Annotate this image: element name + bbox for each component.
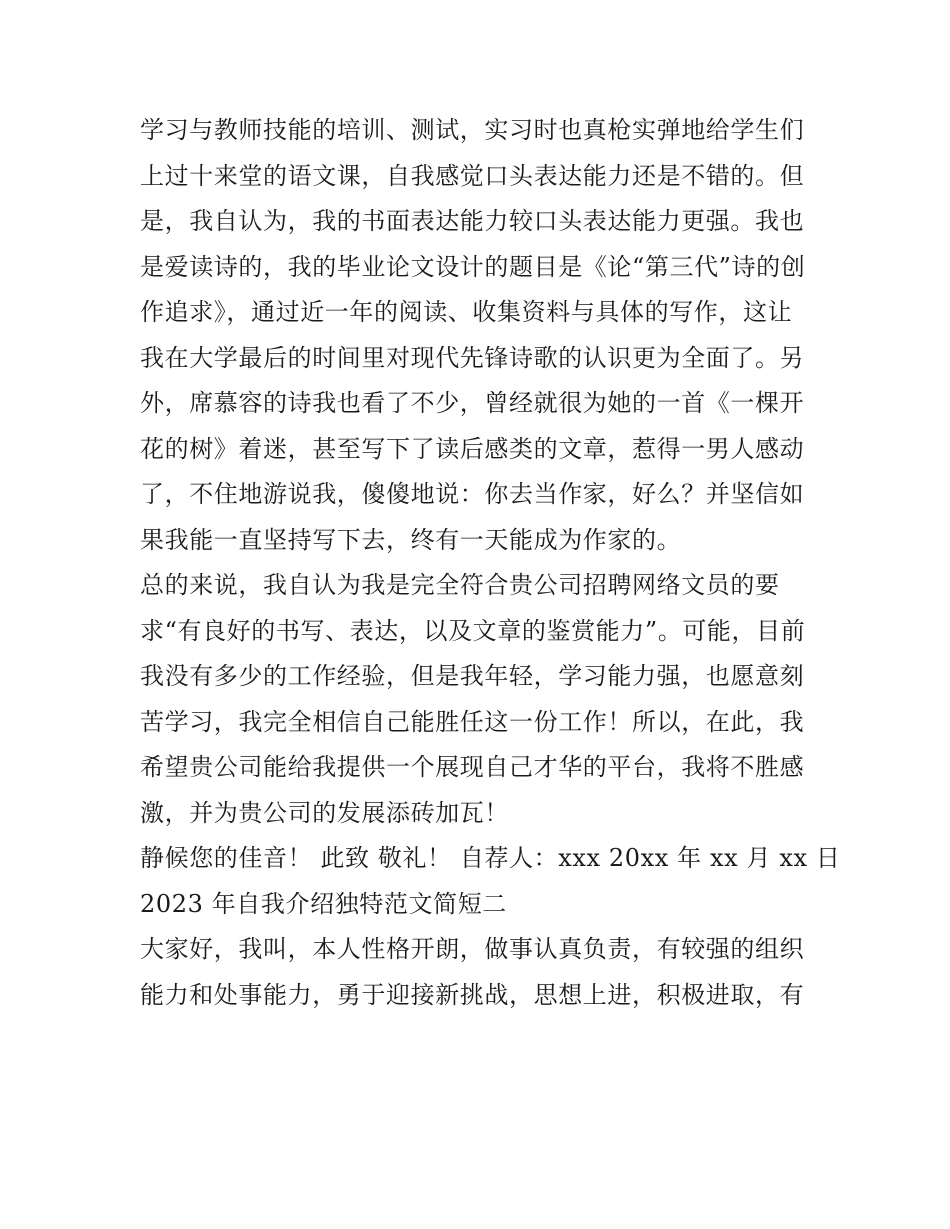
text-line: 花的树》着迷，甚至写下了读后感类的文章，惹得一男人感动: [140, 434, 805, 463]
section-heading: 2023 年自我介绍独特范文简短二: [140, 889, 507, 918]
text-line: 果我能一直坚持写下去，终有一天能成为作家的。: [140, 525, 682, 554]
text-line: 了，不住地游说我，傻傻地说：你去当作家，好么？并坚信如: [140, 480, 805, 508]
text-line: 是爱读诗的，我的毕业论文设计的题目是《论“第三代”诗的创: [140, 252, 806, 281]
text-line: 我在大学最后的时间里对现代先锋诗歌的认识更为全面了。另: [140, 343, 805, 372]
text-line: 我没有多少的工作经验，但是我年轻，学习能力强，也愿意刻: [140, 662, 805, 690]
text-line: 希望贵公司能给我提供一个展现自己才华的平台，我将不胜感: [140, 753, 805, 781]
text-line: 能力和处事能力，勇于迎接新挑战，思想上进，积极进取，有: [140, 980, 805, 1009]
text-line: 苦学习，我完全相信自己能胜任这一份工作！所以，在此，我: [140, 707, 805, 736]
text-line: 是，我自认为，我的书面表达能力较口头表达能力更强。我也: [140, 207, 805, 235]
text-line: 上过十来堂的语文课，自我感觉口头表达能力还是不错的。但: [140, 161, 805, 190]
text-line: 激，并为贵公司的发展添砖加瓦！: [140, 798, 509, 827]
closing-line: 静候您的佳音！ 此致 敬礼！ 自荐人：xxx 20xx 年 xx 月 xx 日: [140, 844, 841, 872]
text-line: 外，席慕容的诗我也看了不少，曾经就很为她的一首《一棵开: [140, 389, 805, 417]
text-line: 总的来说，我自认为我是完全符合贵公司招聘网络文员的要: [140, 571, 780, 599]
text-line: 大家好，我叫，本人性格开朗，做事认真负责，有较强的组织: [140, 935, 805, 963]
text-line: 作追求》，通过近一年的阅读、收集资料与具体的写作，这让: [140, 298, 793, 326]
text-line: 求“有良好的书写、表达，以及文章的鉴赏能力”。可能，目前: [140, 616, 806, 645]
text-line: 学习与教师技能的培训、测试，实习时也真枪实弹地给学生们: [140, 116, 805, 144]
document-body: [140, 108, 841, 1018]
